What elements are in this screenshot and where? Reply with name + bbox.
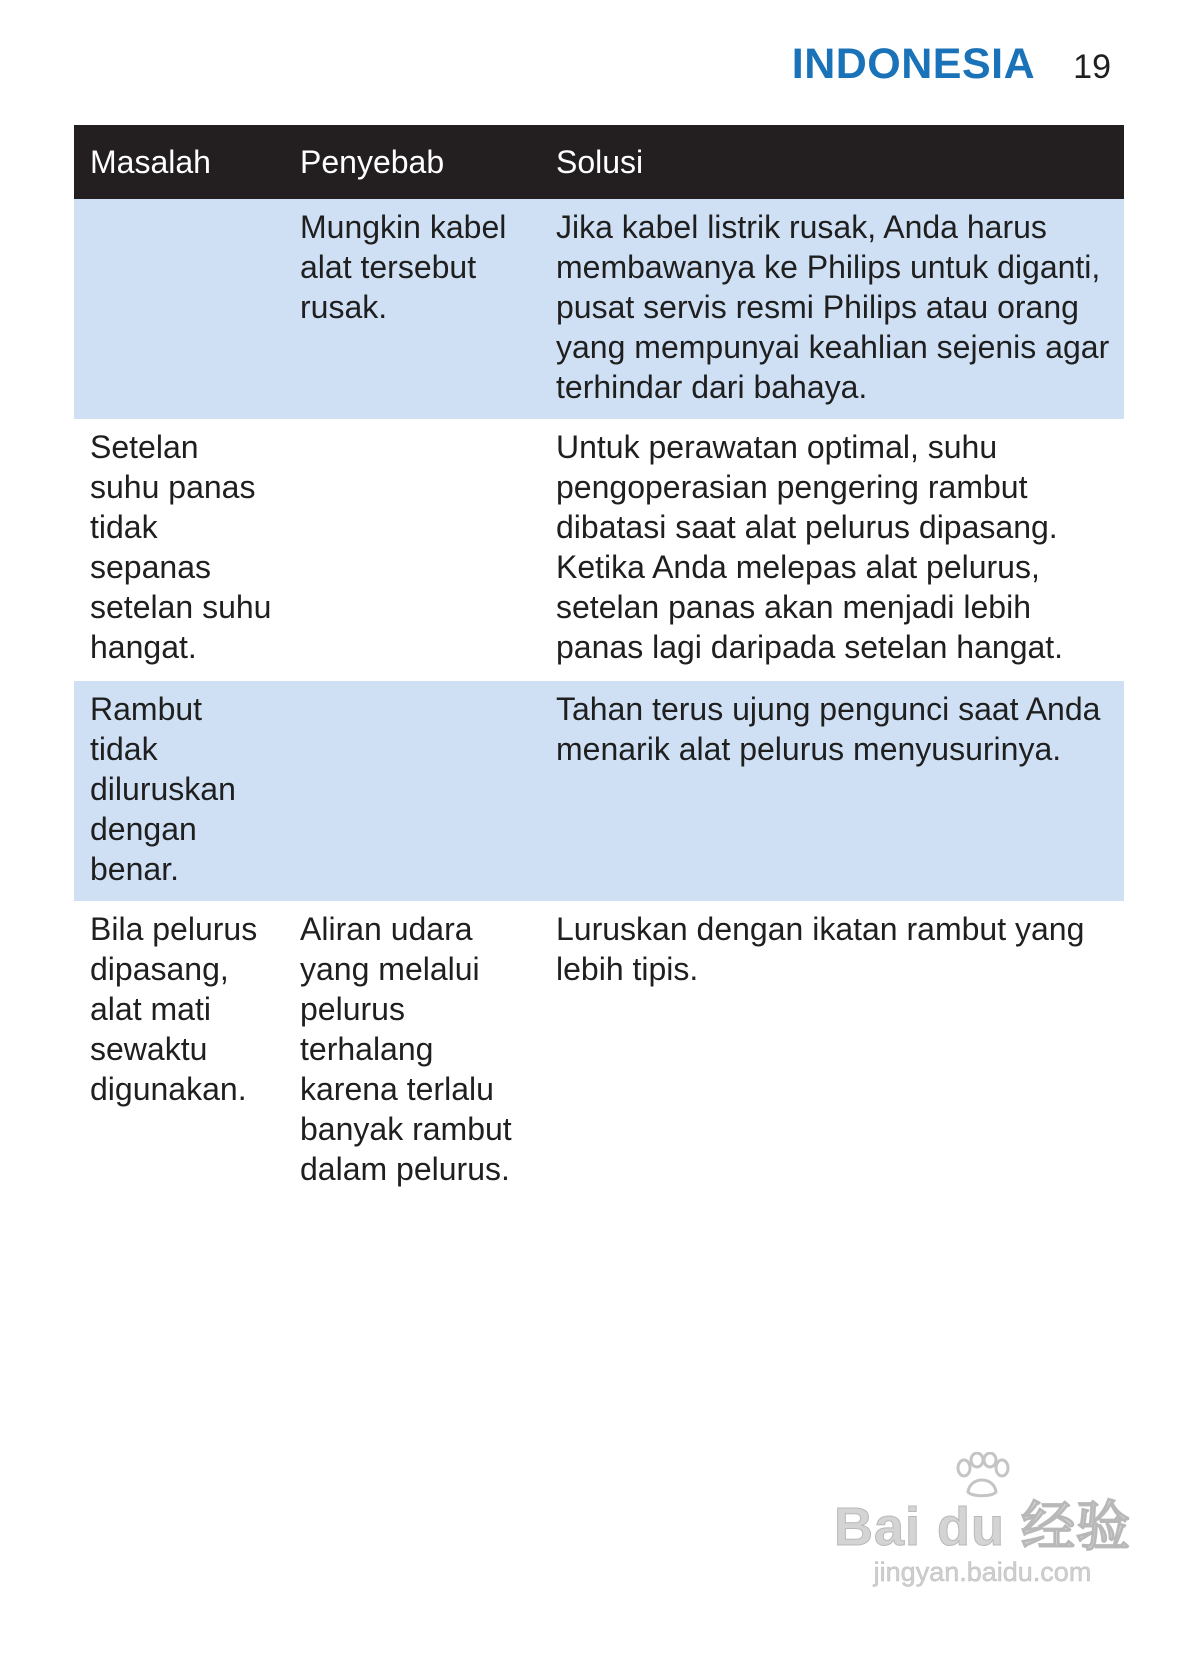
cell-masalah xyxy=(74,199,284,419)
cell-solusi: Tahan terus ujung pengunci saat Anda menarik alat pelurus menyusurinya. xyxy=(556,691,1101,767)
table-row xyxy=(74,901,1124,1201)
troubleshooting-table xyxy=(74,125,1124,1201)
paw-icon xyxy=(952,1452,1012,1498)
page-header xyxy=(792,40,1111,89)
table-header-row xyxy=(74,125,1124,199)
page-number: 19 xyxy=(1073,48,1111,86)
section-title: INDONESIA xyxy=(791,40,1036,88)
cell-penyebab: Mungkin kabel alat tersebut rusak. xyxy=(300,209,507,325)
watermark-url: jingyan.baidu.com xyxy=(873,1557,1092,1587)
table-row xyxy=(74,681,1124,901)
watermark-logo-text: Bai du 经验 xyxy=(833,1497,1131,1557)
cell-masalah: Rambut tidak diluruskan dengan benar. xyxy=(90,691,236,887)
column-header-solusi: Solusi xyxy=(556,144,644,180)
cell-penyebab xyxy=(284,681,540,901)
baidu-watermark xyxy=(834,1452,1131,1588)
cell-solusi: Luruskan dengan ikatan rambut yang lebih tipis. xyxy=(556,911,1085,987)
cell-penyebab: Aliran udara yang melalui pelurus terhalang karena terlalu banyak rambut dalam pelurus. xyxy=(300,911,512,1187)
table-row xyxy=(74,419,1124,681)
cell-masalah: Setelan suhu panas tidak sepanas setelan suhu hangat. xyxy=(90,429,272,665)
cell-solusi: Untuk perawatan optimal, suhu pengoperasian pengering rambut dibatasi saat alat pelurus dipasang. Ketika Anda melepas alat pelurus, setelan panas akan menjadi lebih panas lagi daripada setelan hangat. xyxy=(556,429,1064,665)
column-header-penyebab: Penyebab xyxy=(300,144,445,180)
cell-masalah: Bila pelurus dipasang, alat mati sewaktu digunakan. xyxy=(90,911,258,1107)
table-row xyxy=(74,199,1124,419)
cell-penyebab xyxy=(284,419,540,681)
cell-solusi: Jika kabel listrik rusak, Anda harus membawanya ke Philips untuk diganti, pusat servis resmi Philips atau orang yang mempunyai keahlian sejenis agar terhindar dari bahaya. xyxy=(556,209,1110,405)
column-header-masalah: Masalah xyxy=(90,144,211,180)
